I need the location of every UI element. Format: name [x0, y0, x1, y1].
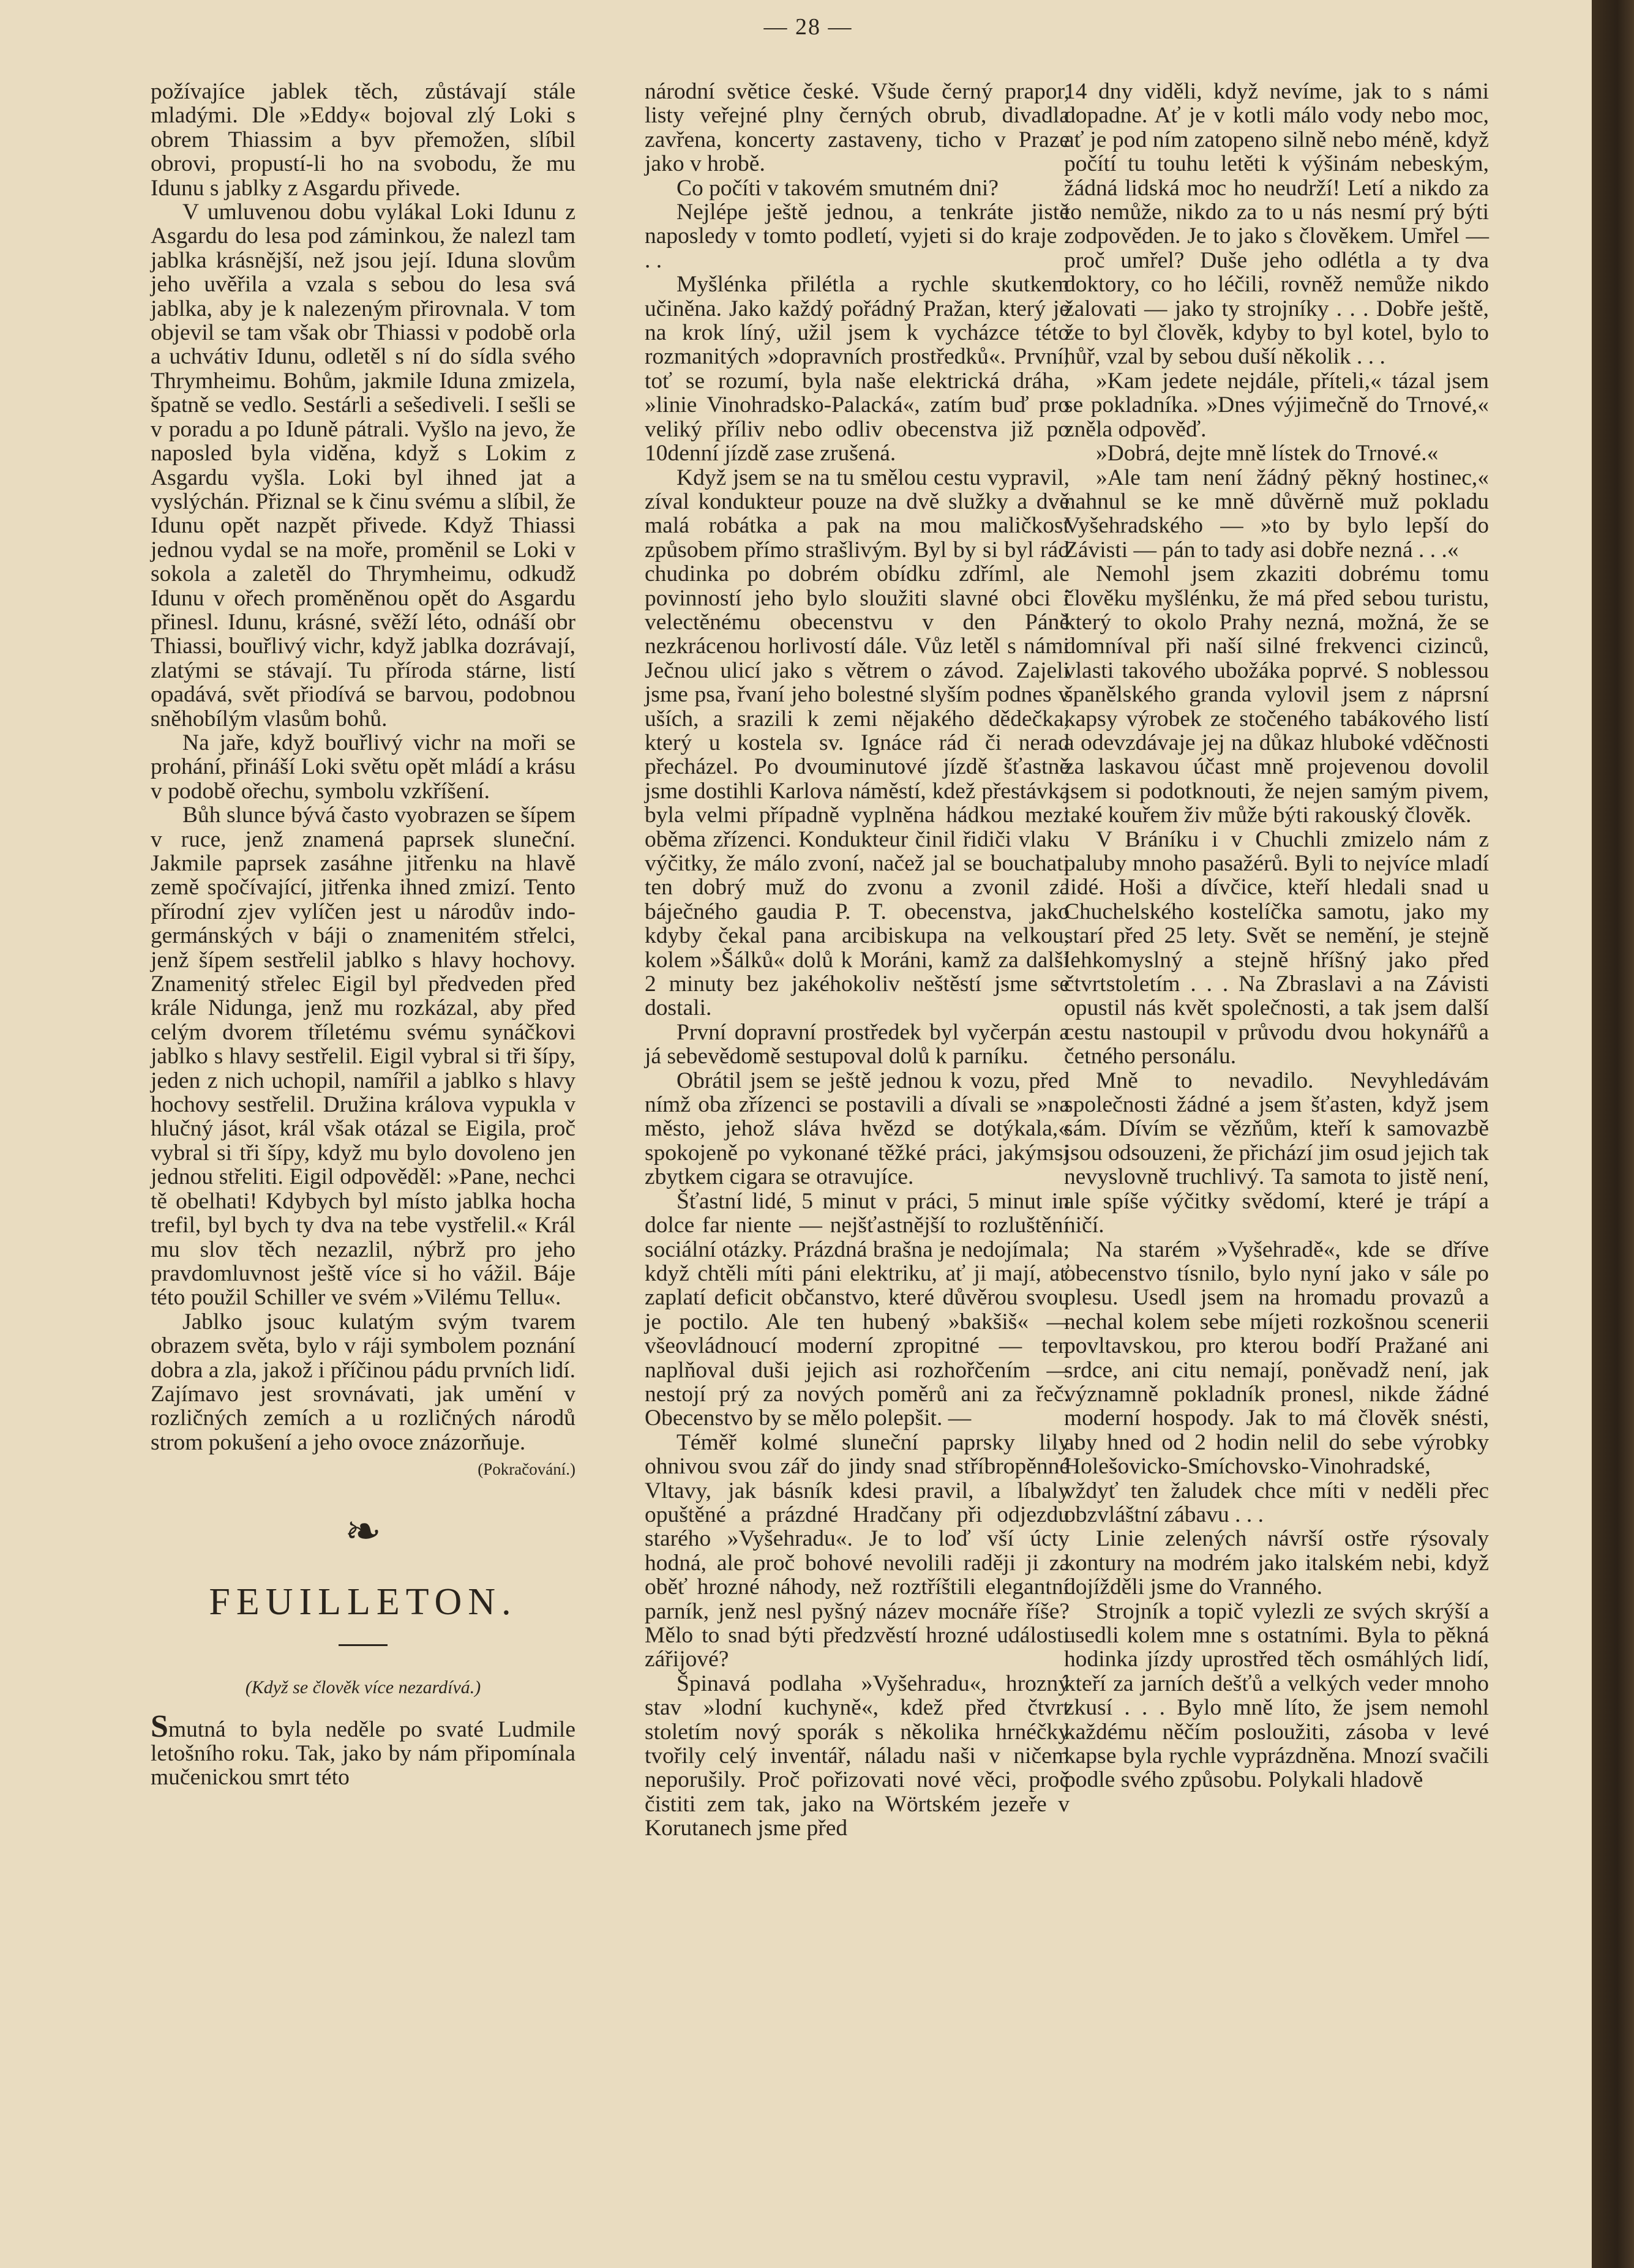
- fleuron-ornament-icon: ❧: [344, 1507, 382, 1557]
- paragraph: požívajíce jablek těch, zůstávají stále mladými. Dle »Eddy« bojoval zlý Loki s obrem Thiassim a byv přemožen, slíbil obrovi, propustí-li ho na svobodu, že mu Idunu s jablky z Asgardu přivede.: [151, 79, 575, 201]
- paragraph: Na starém »Vyšehradě«, kde se dříve obecenstvo tísnilo, bylo nyní jako v sále po plesu. Usedl jsem na hromadu provazů a nechal kolem sebe míjeti rozkošnou scenerii povltavskou, pro kterou bodří Pražané ani srdce, ani citu nemají, poněvadž není, jak významně pokladník pronesl, nikde žádné moderní hospody. Jak to má člověk snésti, aby hned od 2 hodin nelil do sebe výrobky Holešovicko-Smíchovsko-Vinohradské, vždyť ten žaludek chce míti v neděli přec obzvláštní zábavu . . .: [1064, 1237, 1489, 1527]
- paragraph: Nejlépe ještě jednou, a tenkráte jistě naposledy v tomto podletí, vyjeti si do kraje . . .: [645, 200, 1070, 273]
- paragraph: Myšlénka přilétla a rychle skutkem učiněna. Jako každý pořádný Pražan, který je na krok líný, užil jsem k vycházce této rozmanitých »dopravních prostředků«. První, toť se rozumí, byla naše elektrická dráha, »linie Vinohradsko-Palacká«, zatím buď pro veliký příliv nebo odliv obecenstva již po 10denní jízdě zase zrušená.: [645, 272, 1070, 466]
- drop-cap: S: [151, 1708, 168, 1744]
- feuilleton-opening-text: mutná to byla neděle po svaté Ludmile letošního roku. Tak, jako by nám připomínala mučenickou smrt této: [151, 1716, 575, 1791]
- paragraph: Na jaře, když bouřlivý vichr na moři se prohání, přináší Loki světu opět mládí a krásu v podobě ořechu, symbolu vzkříšení.: [151, 730, 575, 804]
- paragraph: Když jsem se na tu smělou cestu vypravil, zíval kondukteur pouze na dvě služky a dvě malá robátka a pak na mou maličkost způsobem přímo strašlivým. Byl by si byl rád chudinka po dobrém obídku zdříml, ale povinností jeho bylo sloužiti slavné obci i velectěnému obecenstvu v den Páně nezkrácenou horlivostí dále. Vůz letěl s námi Ječnou ulicí jako s větrem o závod. Zajeli jsme psa, řvaní jeho bolestné slyším podnes v uších, a srazili k zemi nějakého dědečka, který u kostela sv. Ignáce rád či nerad přecházel. Po dvouminutové jízdě šťastně jsme dostihli Karlova náměstí, kdež přestávka byla velmi případně vyplněna hádkou mezi oběma zřízenci. Kondukteur činil řidiči vlaku výčitky, že málo zvoní, načež jal se bouchati ten dobrý muž do zvonu a zvonil za báječného gaudia P. T. obecenstva, jako kdyby čekal pana arcibiskupa na velkou, kolem »Šálků« dolů k Moráni, kamž za další 2 minuty bez jakéhokoliv neštěstí jsme se dostali.: [645, 465, 1070, 1021]
- paragraph: Šťastní lidé, 5 minut v práci, 5 minut in dolce far niente — nejšťastnější to rozluštění sociální otázky. Prázdná brašna je nedojímala; když chtěli míti páni elektriku, ať ji mají, ať zaplatí deficit občanstvo, které důvěrou svou je poctilo. Ale ten hubený »bakšiš« — všeovládnoucí moderní zpropitné — ten naplňoval duši jejich asi rozhořčením — nestojí prý za nových poměrů ani za řeč. Obecenstvo by se mělo polepšit. —: [645, 1188, 1070, 1431]
- paragraph: V Bráníku i v Chuchli zmizelo nám z paluby mnoho pasažérů. Byli to nejvíce mladí lidé. Hoši a dívčice, kteří hledali snad u Chuchelského kostelíčka samotu, jako my starí před 25 lety. Svět se nemění, je stejně lehkomyslný a stejně hříšný jako před čtvrtstoletím . . . Na Zbraslavi a na Závisti opustil nás květ společnosti, a tak jsem další cestu nastoupil v průvodu dvou hokynářů a četného personálu.: [1064, 826, 1489, 1069]
- paragraph: Téměř kolmé sluneční paprsky lily ohnivou svou zář do jindy snad stříbropěnné Vltavy, jak básník kdesi pravil, a líbaly opuštěné a prázdné Hradčany při odjezdu starého »Vyšehradu«. Je to loď vší úcty hodná, ale proč bohové nevolili raději ji za oběť hrozné náhody, než roztříštili elegantní parník, jenž nesl pyšný název mocnáře říše? Mělo to snad býti předzvěstí hrozné události zářijové?: [645, 1429, 1070, 1672]
- column-3: [1064, 80, 1489, 1792]
- feuilleton-heading: FEUILLETON.: [209, 1581, 517, 1623]
- page-number: — 28 —: [763, 14, 853, 40]
- column-1: [151, 80, 575, 1790]
- page-binding-edge: [1592, 0, 1634, 2268]
- paragraph: V umluvenou dobu vylákal Loki Idunu z Asgardu do lesa pod záminkou, že nalezl tam jablka krásnější, než jsou její. Iduna slovům jeho uvěřila a vzala s sebou do lesa svá jablka, aby je k nalezeným přirovnala. V tom objevil se tam však obr Thiassi v podobě orla a uchvátiv Idunu, odletěl s ní do sídla svého Thrymheimu. Bohům, jakmile Iduna zmizela, špatně se vedlo. Sestárli a sešediveli. I sešli se v poradu a po Iduně pátrali. Vyšlo na jevo, že naposled byla viděna, když s Lokim z Asgardu vyšla. Loki byl ihned jat a vyslýchán. Přiznal se k činu svému a slíbil, že Idunu opět nazpět přivede. Když Thiassi jednou vydal se na moře, proměnil se Loki v sokola a zaletěl do Thrymheimu, odkudž Idunu v ořech proměněnou opět do Asgardu přinesl. Idunu, krásné, svěží léto, odnáší obr Thiassi, bouřlivý vichr, když jablka dozrávají, zlatými se stávají. Tu příroda stárne, listí opadává, svět přiodívá se barvou, podobnou sněhobílým vlasům bohů.: [151, 200, 575, 732]
- paragraph: »Ale tam není žádný pěkný hostinec,« nahnul se ke mně důvěrně muž pokladu Vyšehradského — »to by bylo lepší do Závisti — pán to tady asi dobře nezná . . .«: [1064, 465, 1489, 563]
- paragraph: Obrátil jsem se ještě jednou k vozu, před nímž oba zřízenci se postavili a dívali se »na město, jehož sláva hvězd se dotýkala,« spokojeně po vykonané těžké práci, jakýmsi zbytkem cigara se otravujíce.: [645, 1068, 1070, 1190]
- column-2: [645, 80, 1070, 1841]
- paragraph: První dopravní prostředek byl vyčerpán a já sebevědomě sestupoval dolů k parníku.: [645, 1019, 1070, 1069]
- paragraph: Strojník a topič vylezli ze svých skrýší a usedli kolem mne s ostatními. Byla to pěkná hodinka jízdy uprostřed těch osmáhlých lidí, kteří za jarních dešťů a velkých veder mnoho zkusí . . . Bylo mně líto, že jsem nemohl každému něčím posloužiti, zásoba v levé kapse byla rychle vyprázdněna. Mnozí svačili podle svého způsobu. Polykali hladově: [1064, 1598, 1489, 1793]
- paragraph: »Dobrá, dejte mně lístek do Trnové.«: [1096, 441, 1439, 466]
- paragraph: Co počíti v takovém smutném dni?: [676, 175, 999, 201]
- feuilleton-opening-paragraph: [151, 1708, 575, 1791]
- paragraph: Nemohl jsem zkaziti dobrému tomu člověku myšlénku, že má před sebou turistu, který to okolo Prahy nezná, možná, že se domníval při naší silné frekvenci cizinců, vlasti takového ubožáka poprvé. S noblessou španělského granda vylovil jsem z náprsní kapsy výrobek ze stočeného tabákového listí a odevzdávaje jej na důkaz hluboké vděčnosti za laskavou účast mně projevenou dovolil jsem si podotknouti, že nejen samým pivem, také kouřem živ může býti rakouský člověk.: [1064, 561, 1489, 828]
- paragraph: Mně to nevadilo. Nevyhledávám společnosti žádné a jsem šťasten, když jsem sám. Dívím se vězňům, kteří k samovazbě jsou odsouzeni, že přichází jim osud jejich tak nevyslovně truchlivý. Ta samota to jistě není, ale spíše výčitky svědomí, které je trápí a ničí.: [1064, 1068, 1489, 1238]
- paragraph: »Kam jedete nejdále, příteli,« tázal jsem se pokladníka. »Dnes výjimečně do Trnové,« zněla odpověď.: [1064, 368, 1489, 442]
- paragraph: národní světice české. Všude černý prapor, listy veřejné plny černých obrub, divadla zavřena, koncerty zastaveny, ticho v Praze jako v hrobě.: [645, 79, 1070, 177]
- heading-rule: [339, 1644, 388, 1646]
- paragraph: 14 dny viděli, když nevíme, jak to s námi dopadne. Ať je v kotli málo vody nebo moc, ať je pod ním zatopeno silně nebo méně, když počítí tu touhu letěti k výšinám nebeským, žádná lidská moc ho neudrží! Letí a nikdo za to nemůže, nikdo za to u nás nesmí prý býti zodpověden. Je to jako s člověkem. Umřel — proč umřel? Duše jeho odlétla a ty dva doktory, co ho léčili, rovněž nemůže nikdo žalovati — jako ty strojníky . . . Dobře ještě, že to byl člověk, kdyby to byl kotel, bylo to hůř, vzal by sebou duší několik . . .: [1064, 79, 1489, 370]
- feuilleton-subtitle: (Když se člověk více nezardívá.): [245, 1677, 481, 1698]
- paragraph: Špinavá podlaha »Vyšehradu«, hrozný stav »lodní kuchyně«, kdež před čtvrt stoletím nový sporák s několika hrnéčky tvořily celý inventář, náladu naši v ničem neporušily. Proč pořizovati nové věci, proč čistiti zem tak, jako na Wörtském jezeře v Korutanech jsme před: [645, 1671, 1070, 1841]
- paragraph: Linie zelených návrší ostře rýsovaly kontury na modrém jako italském nebi, když dojížděli jsme do Vranného.: [1064, 1526, 1489, 1600]
- paragraph: Jablko jsouc kulatým svým tvarem obrazem světa, bylo v ráji symbolem poznání dobra a zla, jakož i příčinou pádu prvních lidí. Zajímavo jest srovnávati, jak umění v rozličných zemích a u rozličných národů strom pokušení a jeho ovoce znázorňuje.: [151, 1309, 575, 1455]
- continuation-note: (Pokračování.): [478, 1460, 575, 1479]
- paragraph: Bůh slunce bývá často vyobrazen se šípem v ruce, jenž znamená paprsek sluneční. Jakmile paprsek zasáhne jitřenku na hlavě země spočívající, jitřenka ihned zmizí. Tento přírodní zjev vylíčen jest u národův indo-germánských v báji o znamenitém střelci, jenž šípem sestřelil jablko s hlavy hochovy. Znamenitý střelec Eigil byl předveden před krále Nidunga, jenž mu rozkázal, aby před celým dvorem tříletému svému synáčkovi jablko s hlavy sestřelil. Eigil vybral si tři šípy, jeden z nich uchopil, namířil a jablko s hlavy hochovy sestřelil. Družina králova vypukla v hlučný jásot, král však otázal se Eigila, proč vybral si tři šípy, když mu bylo dovoleno jen jednou střeliti. Eigil odpověděl: »Pane, nechci tě obelhati! Kdybych byl místo jablka hocha trefil, byl bych ty dva na tebe vystřelil.« Král mu slov těch nezazlil, nýbrž pro jeho pravdomluvnost ještě více si ho vážil. Báje této použil Schiller ve svém »Vilému Tellu«.: [151, 803, 575, 1311]
